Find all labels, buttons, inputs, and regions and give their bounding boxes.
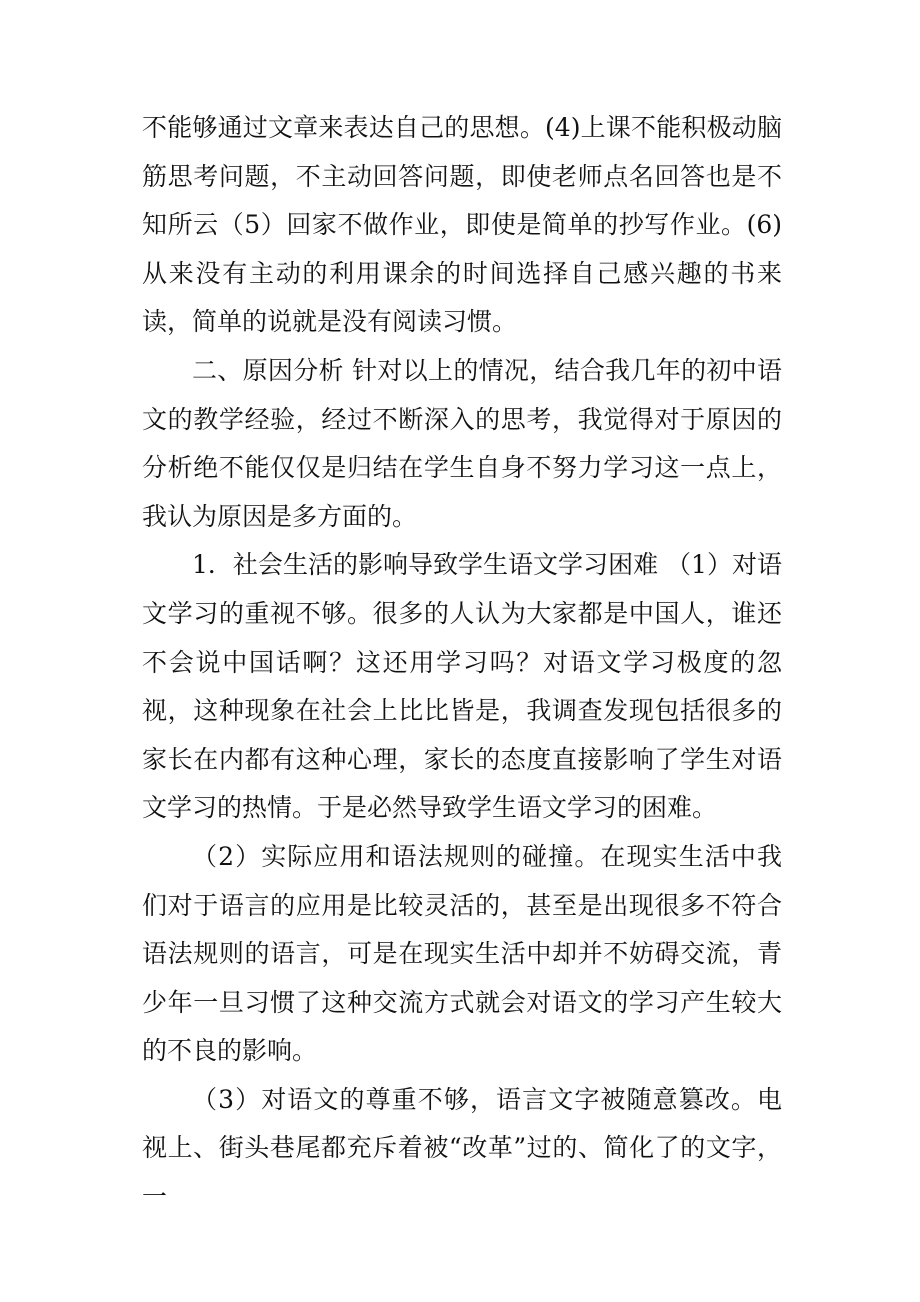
paragraph-5: （3）对语文的尊重不够，语言文字被随意篡改。电视上、街头巷尾都充斥着被“改革”过的、简化了的文字，一 [142, 1084, 782, 1212]
paragraph-1: 不能够通过文章来表达自己的思想。(4)上课不能积极动脑筋思考问题，不主动回答问题，即使老师点名回答也是不知所云（5）回家不做作业，即使是简单的抄写作业。(6)从来没有主动的利用课余的时间选择自己感兴趣的书来读，简单的说就是没有阅读习惯。 [142, 113, 782, 337]
paragraph-4: （2）实际应用和语法规则的碰撞。在现实生活中我们对于语言的应用是比较灵活的，甚至是出现很多不符合语法规则的语言，可是在现实生活中却并不妨碍交流，青少年一旦习惯了这种交流方式就会对语文的学习产生较大的不良的影响。 [142, 841, 782, 1066]
paragraph-3: 1．社会生活的影响导致学生语文学习困难 （1）对语文学习的重视不够。很多的人认为大家都是中国人，谁还不会说中国话啊？这还用学习吗？对语文学习极度的忽视，这种现象在社会上比比皆是，我调查发现包括很多的家长在内都有这种心理，家长的态度直接影响了学生对语文学习的热情。于是必然导致学生语文学习的困难。 [142, 550, 782, 823]
document-body [142, 104, 782, 1222]
paragraph-2: 二、原因分析 针对以上的情况，结合我几年的初中语文的教学经验，经过不断深入的思考，我觉得对于原因的分析绝不能仅仅是归结在学生自身不努力学习这一点上，我认为原因是多方面的。 [142, 355, 782, 531]
